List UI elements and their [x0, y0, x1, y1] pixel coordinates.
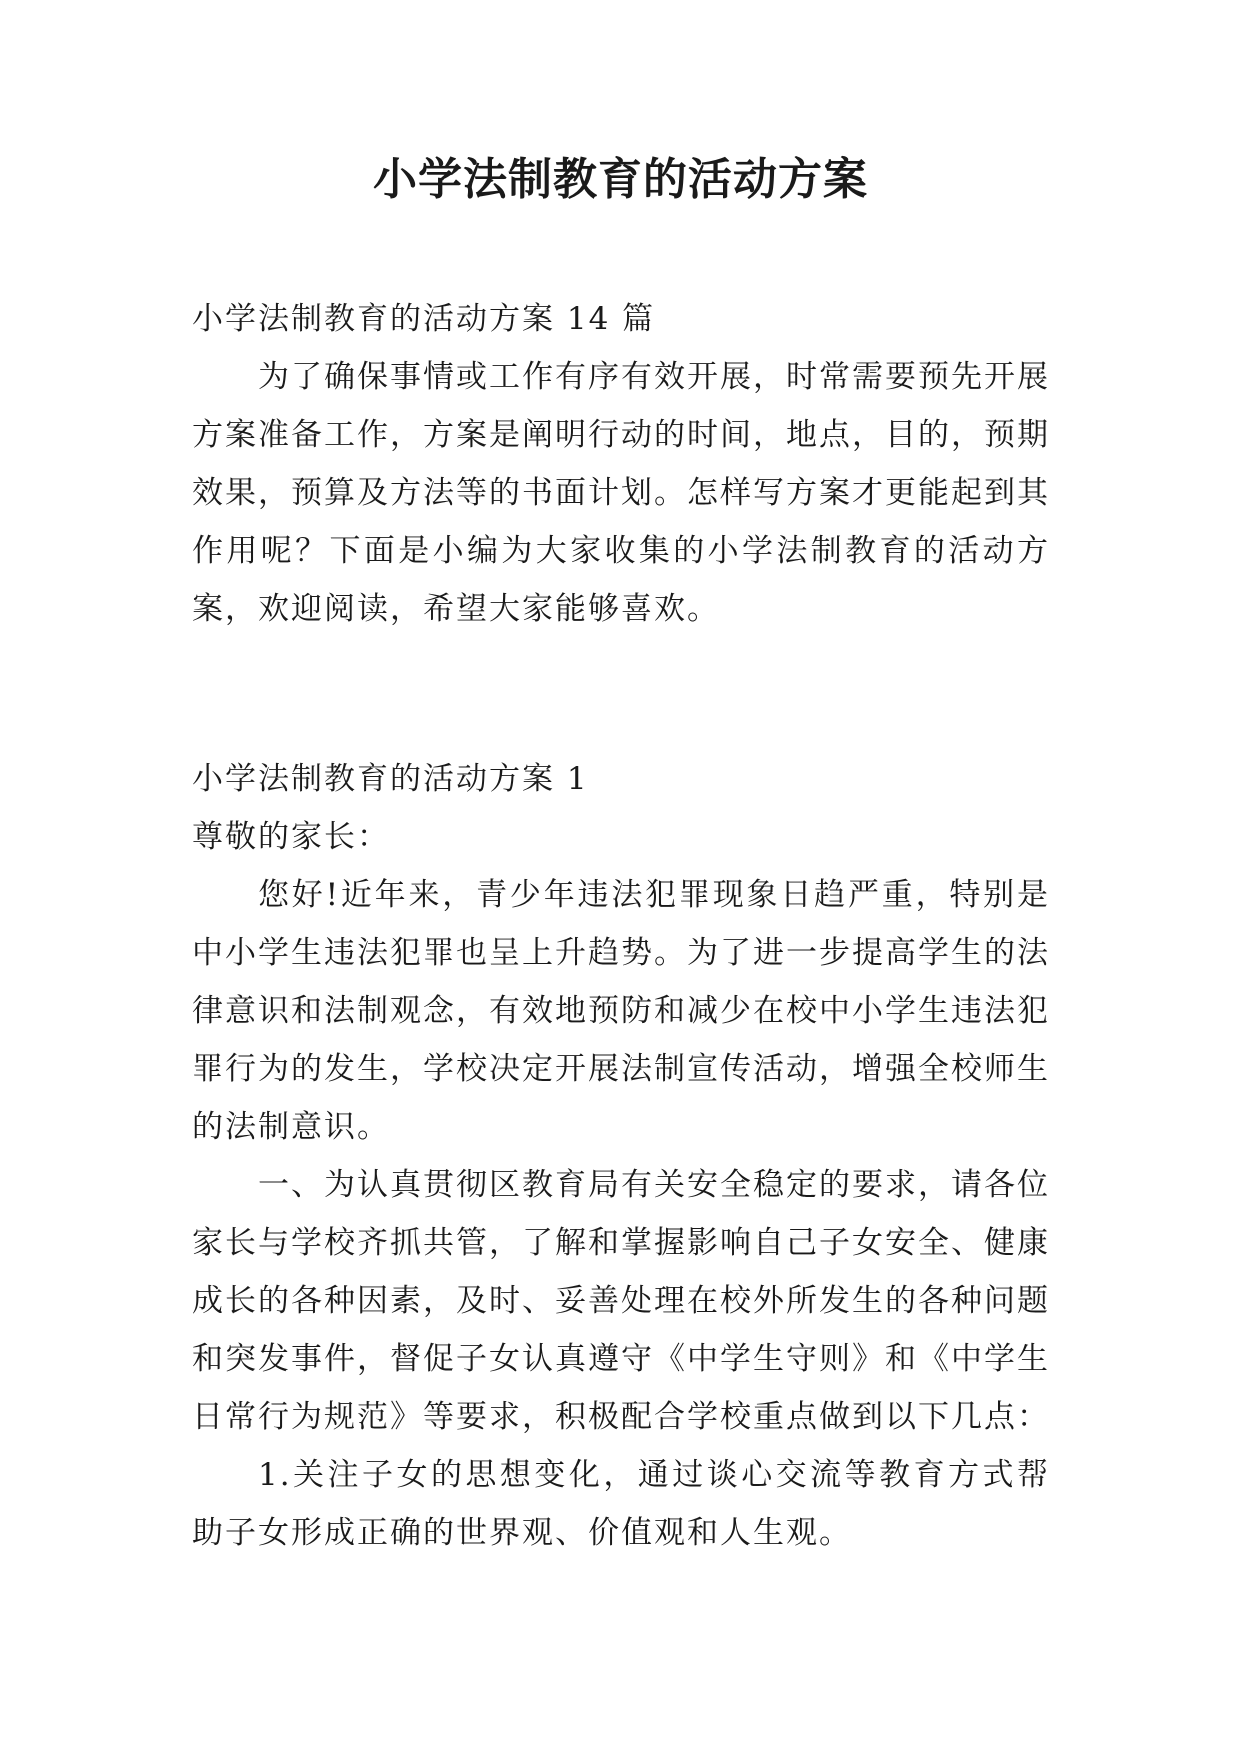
section-1-heading: 小学法制教育的活动方案 1: [192, 761, 589, 797]
section-1: [192, 750, 1050, 1562]
section-1-paragraph-3: 1.关注子女的思想变化，通过谈心交流等教育方式帮助子女形成正确的世界观、价值观和人生观。: [192, 1457, 1050, 1551]
document-title: 小学法制教育的活动方案: [373, 154, 868, 205]
intro-paragraph: 为了确保事情或工作有序有效开展，时常需要预先开展方案准备工作，方案是阐明行动的时间，地点，目的，预期效果，预算及方法等的书面计划。怎样写方案才更能起到其作用呢？下面是小编为大家收集的小学法制教育的活动方案，欢迎阅读，希望大家能够喜欢。: [192, 359, 1050, 627]
intro-section: [192, 290, 1050, 638]
section-1-paragraph-1: 您好!近年来，青少年违法犯罪现象日趋严重，特别是中小学生违法犯罪也呈上升趋势。为了进一步提高学生的法律意识和法制观念，有效地预防和减少在校中小学生违法犯罪行为的发生，学校决定开展法制宣传活动，增强全校师生的法制意识。: [192, 877, 1050, 1145]
section-1-paragraph-2: 一、为认真贯彻区教育局有关安全稳定的要求，请各位家长与学校齐抓共管，了解和掌握影响自己子女安全、健康成长的各种因素，及时、妥善处理在校外所发生的各种问题和突发事件，督促子女认真遵守《中学生守则》和《中学生日常行为规范》等要求，积极配合学校重点做到以下几点：: [192, 1167, 1050, 1435]
salutation: 尊敬的家长：: [192, 819, 390, 855]
intro-subtitle: 小学法制教育的活动方案 14 篇: [192, 301, 656, 337]
